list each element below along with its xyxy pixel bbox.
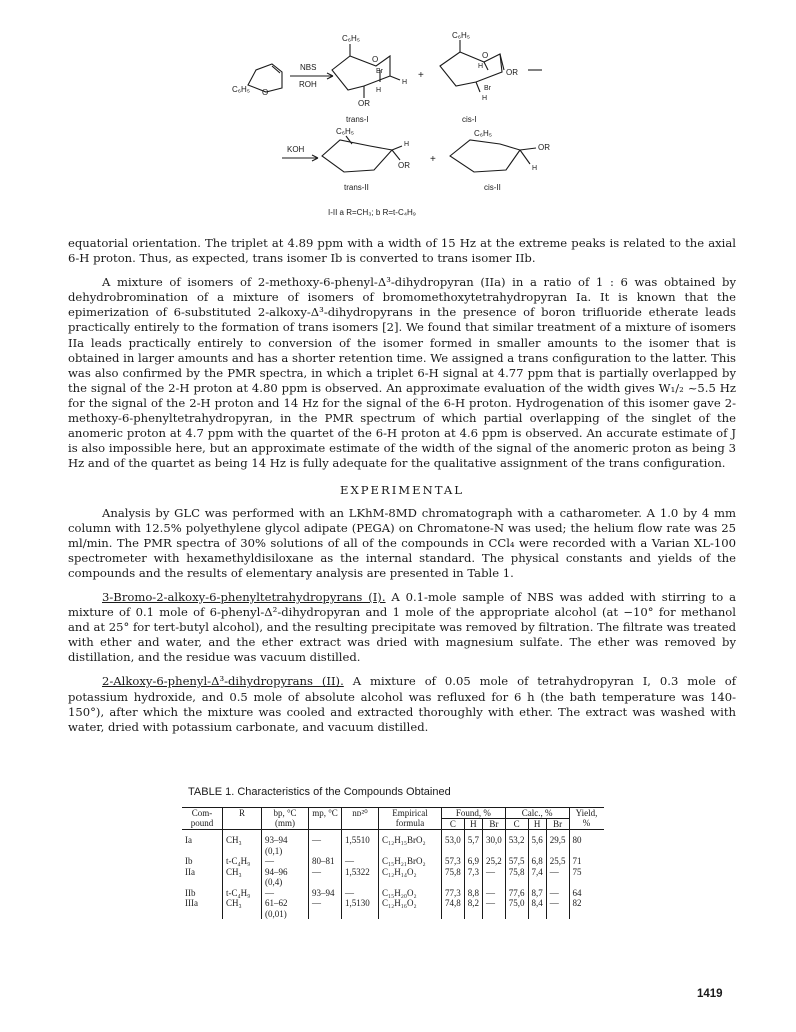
- table-cell: 8,4: [528, 898, 546, 919]
- scheme-trans-ii-phenyl: C₆H₅: [336, 127, 355, 136]
- table-cell: t-C₄H₉: [223, 856, 262, 867]
- table-cell: 6,8: [528, 856, 546, 867]
- scheme-plus-2: +: [430, 154, 436, 165]
- table-cell: —: [342, 888, 379, 899]
- table-cell: IIIa: [185, 898, 198, 908]
- table-cell: 6,9: [464, 856, 482, 867]
- scheme-cis-i-phenyl: C₆H₅: [452, 31, 471, 40]
- table-cell: 82: [569, 898, 604, 919]
- header-yield: Yield, %: [569, 808, 604, 830]
- scheme-trans-ii-h: H: [404, 141, 410, 148]
- table-cell: C₁₅H₂₀O₂: [379, 888, 442, 899]
- table-cell: t-C₄H₉: [223, 888, 262, 899]
- bromo-synthesis-title: 3-Bromo-2-alkoxy-6-phenyltetrahydropyrans (I).: [102, 589, 386, 604]
- table-cell: 74,8: [442, 898, 465, 919]
- scheme-reagent-koh: KOH: [287, 145, 305, 154]
- table-cell: —: [546, 867, 569, 888]
- header-mp: mp, °C: [309, 808, 342, 830]
- table-cell: Ia: [185, 835, 192, 845]
- table-cell: 80–81: [309, 856, 342, 867]
- section-heading-experimental: EXPERIMENTAL: [340, 483, 464, 498]
- table-cell: —: [309, 830, 342, 857]
- scheme-trans-i-br: Br: [376, 68, 383, 75]
- table-cell: 80: [569, 830, 604, 857]
- header-calc-c: C: [505, 819, 528, 830]
- table-cell: 93–94 (0,1): [262, 830, 309, 857]
- table-cell: 1,5130: [342, 898, 379, 919]
- table-cell: 25,2: [483, 856, 506, 867]
- table-cell: 5,6: [528, 830, 546, 857]
- table-cell: —: [483, 867, 506, 888]
- table-row: [182, 888, 604, 899]
- reaction-scheme-drawing: [0, 0, 796, 230]
- table-cell: —: [546, 898, 569, 919]
- header-compound: Com-pound: [182, 808, 223, 830]
- table-cell: 5,7: [464, 830, 482, 857]
- table-cell: C₁₅H₂₁BrO₂: [379, 856, 442, 867]
- bromo-synthesis-body: A 0.1-mole sample of NBS was added with stirring to a mixture of 0.1 mole of 6-phenyl-Δ²-dihydropyran and 1 mole of the appropriate alcohol (at −10° for methanol and at 25° for tert-butyl alcohol), and the resulting precipitate was removed by filtration. The filtrate was treated with ether and water, and the ether extract was dried with magnesium sulfate. The ether was removed by distillation, and the residue was vacuum distilled.: [68, 589, 737, 665]
- table-cell: —: [262, 856, 309, 867]
- table-cell: CH₃: [223, 898, 262, 919]
- table-cell: C₁₂H₁₄O₂: [379, 867, 442, 888]
- table-cell: C₁₂H₁₅BrO₂: [379, 830, 442, 857]
- paragraph-isomers-discussion: A mixture of isomers of 2-methoxy-6-phenyl-Δ³-dihydropyran (IIa) in a ratio of 1 : 6 was obtained by dehydrobromination of a mixture of isomers of bromomethoxytetrahydropyran Ia. It is known that the epimerization of 6-substituted 2-alkoxy-Δ³-dihydropyrans in the presence of boron trifluoride etherate leads practically entirely to the formation of trans isomers [2]. We found that similar treatment of a mixture of isomers IIa leads practically entirely to conversion of the isomer formed in smaller amounts to the isomer that is obtained in larger amounts and has a shorter retention time. We assigned a trans configuration to the latter. This was also confirmed by the PMR spectra, in which a triplet 6-H signal at 4.77 ppm that is partially overlapped by the signal of the 2-H proton at 4.80 ppm is observed. An approximate evaluation of the width gives W₁/₂ ~5.5 Hz for the signal of the 2-H proton and 14 Hz for the signal of the 6-H proton. Hydrogenation of this isomer gave 2-methoxy-6-phenyltetrahydropyran, in the PMR spectrum of which partial overlapping of the singlet of the anomeric proton at 4.7 ppm with the quartet of the 6-H proton at 4.6 ppm is observed. An accurate estimate of J is also impossible here, but an approximate estimate of the width of the signal of the anomeric proton as being 3 Hz and of the quartet as being 14 Hz is fully adequate for the qualitative assignment of the trans configuration.: [68, 275, 736, 471]
- table-cell: 77,6: [505, 888, 528, 899]
- table-cell: 71: [569, 856, 604, 867]
- table-cell: 77,3: [442, 888, 465, 899]
- scheme-cis-ii-phenyl: C₆H₅: [474, 129, 493, 138]
- table-cell: 30,0: [483, 830, 506, 857]
- header-formula: Empirical formula: [379, 808, 442, 830]
- table-cell: —: [309, 867, 342, 888]
- table-cell: 75,0: [505, 898, 528, 919]
- scheme-cis-i-label: cis-I: [462, 115, 477, 124]
- scheme-trans-ii-or: OR: [398, 161, 410, 170]
- table-cell: 57,5: [505, 856, 528, 867]
- table-cell: CH₃: [223, 830, 262, 857]
- table-cell: 8,2: [464, 898, 482, 919]
- table-row: [182, 830, 604, 857]
- table-cell: —: [342, 856, 379, 867]
- table-cell: 75,8: [505, 867, 528, 888]
- dihydropyran-synthesis-body: A mixture of 0.05 mole of tetrahydropyran I, 0.3 mole of potassium hydroxide, and 0.5 mole of absolute alcohol was refluxed for 6 h (the bath temperature was 140-150°), after which the mixture was cooled and extracted thoroughly with ether. The extract was washed with water, dried with potassium carbonate, and vacuum distilled.: [68, 674, 736, 734]
- table-cell: IIa: [185, 866, 195, 877]
- table-cell: 1,5322: [342, 867, 379, 888]
- table-cell: 61–62 (0,01): [262, 898, 309, 919]
- paragraph-dihydropyran-synthesis: [68, 674, 736, 734]
- scheme-legend: I-II a R=CH₃; b R=t-C₄H₉: [328, 208, 416, 217]
- table-cell: 94–96 (0,4): [262, 867, 309, 888]
- table-cell: —: [309, 898, 342, 919]
- header-calc-h: H: [528, 819, 546, 830]
- table-cell: 25,5: [546, 856, 569, 867]
- header-refractive-index: nᴅ²⁰: [342, 808, 379, 830]
- table-cell: IIb: [185, 887, 196, 898]
- table-cell: CH₃: [223, 867, 262, 888]
- table-cell: —: [262, 888, 309, 899]
- table-cell: 7,3: [464, 867, 482, 888]
- scheme-cis-i-h2: H: [482, 95, 488, 102]
- scheme-trans-i-h1: H: [402, 79, 408, 86]
- table-cell: 75,8: [442, 867, 465, 888]
- table-cell: 93–94: [309, 888, 342, 899]
- table-cell: 53,2: [505, 830, 528, 857]
- scheme-trans-i-or: OR: [358, 99, 370, 108]
- scheme-ring-oxygen: O: [262, 88, 269, 97]
- table-cell: 57,3: [442, 856, 465, 867]
- scheme-plus-1: +: [418, 70, 424, 81]
- dihydropyran-synthesis-title: 2-Alkoxy-6-phenyl-Δ³-dihydropyrans (II).: [102, 674, 344, 689]
- compounds-table: [182, 807, 604, 919]
- table-cell: 7,4: [528, 867, 546, 888]
- table-cell: 8,7: [528, 888, 546, 899]
- scheme-phenyl-label: C₆H₅: [232, 85, 251, 94]
- table-row: [182, 898, 604, 919]
- paragraph-conclusion: equatorial orientation. The triplet at 4.89 ppm with a width of 15 Hz at the extreme peaks is related to the axial 6-H proton. Thus, as expected, trans isomer Ib is converted to trans isomer IIb.: [68, 236, 736, 266]
- scheme-cis-i-h1: H: [478, 63, 484, 70]
- header-calc: Calc., %: [505, 808, 569, 819]
- header-found-h: H: [464, 819, 482, 830]
- table-cell: —: [546, 888, 569, 899]
- header-found: Found, %: [442, 808, 506, 819]
- table-cell: 1,5510: [342, 830, 379, 857]
- scheme-cis-i-br: Br: [484, 85, 491, 92]
- scheme-cis-ii-label: cis-II: [484, 183, 501, 192]
- table-cell: 29,5: [546, 830, 569, 857]
- page-number: 1419: [697, 988, 723, 1000]
- table-cell: Ib: [185, 856, 193, 866]
- scheme-reagent-roh: ROH: [299, 80, 317, 89]
- table-cell: 64: [569, 888, 604, 899]
- table-cell: 8,8: [464, 888, 482, 899]
- paragraph-bromo-synthesis: [68, 590, 736, 665]
- scheme-reagent-nbs: NBS: [300, 63, 317, 72]
- scheme-trans-i-label: trans-I: [346, 115, 369, 124]
- table-row: [182, 867, 604, 888]
- scheme-trans-ii-label: trans-II: [344, 183, 369, 192]
- table-cell: 53,0: [442, 830, 465, 857]
- scheme-cis-ii-h: H: [532, 165, 538, 172]
- header-found-c: C: [442, 819, 465, 830]
- table-cell: —: [483, 898, 506, 919]
- body-text-top: [68, 236, 736, 735]
- scheme-cis-i-oxygen: O: [482, 51, 489, 60]
- table-cell: C₁₂H₁₆O₂: [379, 898, 442, 919]
- paragraph-methods: Analysis by GLC was performed with an LKhM-8MD chromatograph with a catharometer. A 1.0 by 4 mm column with 12.5% polyethylene glycol adipate (PEGA) on Chromatone-N was used; the helium flow rate was 25 ml/min. The PMR spectra of 30% solutions of all of the compounds in CCl₄ were recorded with a Varian XL-100 spectrometer with hexamethyldisiloxane as the internal standard. The physical constants and yields of the compounds and the results of elementary analysis are presented in Table 1.: [68, 505, 736, 580]
- scheme-trans-i-h2: H: [376, 87, 382, 94]
- scheme-trans-i-phenyl: C₆H₅: [342, 34, 361, 43]
- scheme-cis-i-or: OR: [506, 68, 518, 77]
- header-calc-br: Br: [546, 819, 569, 830]
- scheme-cis-ii-or: OR: [538, 143, 550, 152]
- table-cell: 75: [569, 867, 604, 888]
- header-found-br: Br: [483, 819, 506, 830]
- table-row: [182, 856, 604, 867]
- header-bp: bp, °C (mm): [262, 808, 309, 830]
- table-cell: —: [483, 888, 506, 899]
- header-r: R: [223, 808, 262, 830]
- scheme-trans-i-oxygen: O: [372, 55, 379, 64]
- reaction-scheme: [0, 0, 796, 230]
- table-caption: TABLE 1. Characteristics of the Compounds Obtained: [188, 786, 451, 798]
